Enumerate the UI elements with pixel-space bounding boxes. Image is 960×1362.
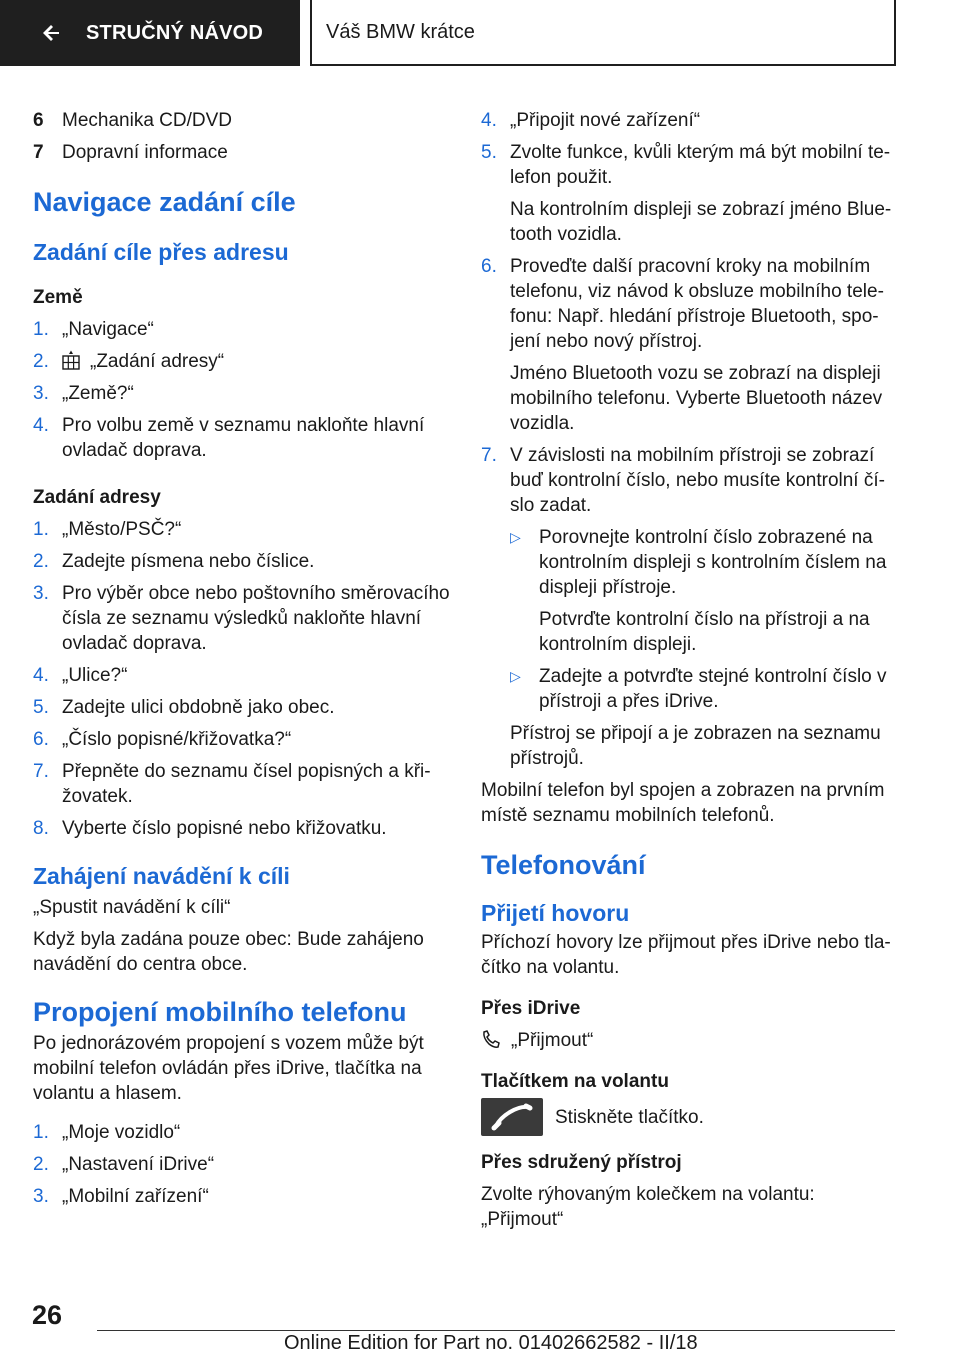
section-tab-label: STRUČNÝ NÁVOD — [86, 21, 264, 44]
step-item — [33, 759, 453, 809]
step-number: 8. — [33, 818, 49, 839]
step-item — [33, 816, 453, 841]
step-number: 5. — [33, 697, 49, 718]
step-item — [33, 663, 453, 688]
step-text: V závislosti na mobilním přístroji se zobrazí buď kontrolní číslo, nebo musíte kontrolní číslo zadat. — [510, 445, 885, 516]
section-title-navigation: Navigace zadání cíle — [33, 187, 296, 217]
step-item — [33, 727, 453, 752]
subsection-title-start-guidance: Zahájení navádění k cíli — [33, 863, 290, 889]
list-item — [33, 140, 453, 165]
steering-wheel-phone-button[interactable] — [481, 1098, 543, 1136]
subsection-title-accept-call: Přijetí hovoru — [481, 900, 630, 926]
step-number: 2. — [33, 351, 49, 372]
wheel-action-row — [481, 1098, 896, 1136]
step-number: 4. — [33, 665, 49, 686]
section-title-telephony: Telefonování — [481, 850, 646, 880]
footer-edition: Online Edition for Part no. 01402662582 - II/18 — [284, 1332, 698, 1354]
step-item — [33, 581, 453, 656]
bullet-item — [481, 525, 896, 600]
cluster-paragraph: Zvolte rýhovaným kolečkem na volantu: — [481, 1184, 815, 1205]
step-item — [33, 349, 453, 374]
step-item — [481, 140, 896, 190]
step-text: „Nastavení iDrive“ — [62, 1154, 215, 1175]
step-text: Proveďte další pracovní kroky na mobilním telefonu, viz návod k obsluze mobilního telefonu: Např. hledání přístroje Bluetooth, spojení nebo nový přístroj. — [510, 256, 884, 352]
accept-call-paragraph: Příchozí hovory lze přijmout přes iDrive nebo tlačítko na volantu. — [481, 932, 891, 978]
triangle-bullet-icon: ▷ — [510, 529, 521, 545]
item-text: Dopravní informace — [62, 142, 228, 163]
step-number: 4. — [481, 110, 497, 131]
bullet-text: Zadejte a potvrďte stejné kontrolní číslo v přístroji a přes iDrive. — [539, 666, 887, 712]
heading-via-wheel-button: Tlačítkem na volantu — [481, 1071, 669, 1092]
step-number: 3. — [33, 583, 49, 604]
step-note: Na kontrolním displeji se zobrazí jméno Bluetooth vozidla. — [510, 199, 892, 245]
step-number: 6. — [33, 729, 49, 750]
step-text: „Navigace“ — [62, 319, 154, 340]
step-number: 4. — [33, 415, 49, 436]
step-number: 1. — [33, 1122, 49, 1143]
cluster-action-text: „Přijmout“ — [481, 1209, 564, 1230]
step-text: Zadejte písmena nebo číslice. — [62, 551, 315, 572]
step-number: 3. — [33, 1186, 49, 1207]
step-text: Zadejte ulici obdobně jako obec. — [62, 697, 335, 718]
step-item — [33, 1184, 453, 1209]
step-item — [33, 517, 453, 542]
step-number: 1. — [33, 519, 49, 540]
phone-handset-icon — [490, 1102, 534, 1132]
right-column — [481, 108, 896, 1232]
step-number: 2. — [33, 551, 49, 572]
item-number: 7 — [33, 142, 44, 163]
step-text: „Moje vozidlo“ — [62, 1122, 181, 1143]
step-text: „Ulice?“ — [62, 665, 128, 686]
step-item — [33, 695, 453, 720]
step-text: Přepněte do seznamu čísel popisných a křižovatek. — [62, 761, 431, 807]
step-number: 5. — [481, 142, 497, 163]
navigation-grid-icon — [62, 350, 80, 370]
idrive-action-text: „Přijmout“ — [511, 1030, 594, 1051]
section-title-phone-pairing: Propojení mobilního telefonu — [33, 997, 407, 1027]
step-item — [33, 317, 453, 342]
phone-pairing-paragraph: Po jednorázovém propojení s vozem může být mobilní telefon ovládán přes iDrive, tlačítka na volantu a hlasem. — [33, 1033, 424, 1104]
chapter-tab-label: Váš BMW krátce — [326, 20, 475, 43]
paired-paragraph: Mobilní telefon byl spojen a zobrazen na prvním místě seznamu mobilních telefonů. — [481, 780, 885, 826]
subsection-title-address: Zadání cíle přes adresu — [33, 239, 289, 265]
page-number: 26 — [32, 1300, 63, 1330]
step-item — [33, 1120, 453, 1145]
step-text: „Zadání adresy“ — [90, 351, 225, 372]
bullet-item — [481, 664, 896, 714]
step-text: Zvolte funkce, kvůli kterým má být mobilní telefon použit. — [510, 142, 891, 188]
bullet-note: Potvrďte kontrolní číslo na přístroji a na kontrolním displeji. — [539, 609, 870, 655]
heading-via-idrive: Přes iDrive — [481, 998, 581, 1019]
footer-divider — [97, 1330, 895, 1331]
step-number: 7. — [481, 445, 497, 466]
heading-via-cluster: Přes sdružený přístroj — [481, 1152, 682, 1173]
item-text: Mechanika CD/DVD — [62, 110, 232, 131]
step-number: 7. — [33, 761, 49, 782]
list-item — [33, 108, 453, 133]
step-number: 2. — [33, 1154, 49, 1175]
start-guidance-line: „Spustit navádění k cíli“ — [33, 897, 231, 918]
heading-country: Země — [33, 287, 83, 308]
step-note: Jméno Bluetooth vozu se zobrazí na displeji mobilního telefonu. Vyberte Bluetooth název vozidla. — [510, 363, 883, 434]
start-guidance-paragraph: Když byla zadána pouze obec: Bude zahájeno navádění do centra obce. — [33, 929, 424, 975]
step-number: 1. — [33, 319, 49, 340]
item-number: 6 — [33, 110, 44, 131]
step-text: „Země?“ — [62, 383, 134, 404]
quick-guide-flag-icon — [40, 22, 62, 44]
step-item — [33, 1152, 453, 1177]
wheel-action-text: Stiskněte tlačítko. — [555, 1106, 704, 1128]
chapter-tab[interactable] — [310, 0, 896, 66]
step-text: „Město/PSČ?“ — [62, 519, 182, 540]
step-note: Přístroj se připojí a je zobrazen na seznamu přístrojů. — [510, 723, 881, 769]
step-number: 3. — [33, 383, 49, 404]
triangle-bullet-icon: ▷ — [510, 668, 521, 684]
step-item — [33, 381, 453, 406]
step-item — [33, 413, 453, 463]
step-item — [481, 254, 896, 354]
step-text: „Číslo popisné/křižovatka?“ — [62, 729, 292, 750]
step-item — [481, 443, 896, 518]
bullet-text: Porovnejte kontrolní číslo zobrazené na kontrolním displeji s kontrolním číslem na displeji přístroje. — [539, 527, 887, 598]
heading-address-entry: Zadání adresy — [33, 487, 161, 508]
left-column — [33, 108, 453, 1216]
step-item — [481, 108, 896, 133]
section-tab[interactable] — [0, 0, 300, 66]
step-item — [33, 549, 453, 574]
phone-handset-icon — [481, 1029, 501, 1049]
step-text: Vyberte číslo popisné nebo křižovatku. — [62, 818, 387, 839]
step-text: „Mobilní zařízení“ — [62, 1186, 209, 1207]
step-text: „Připojit nové zařízení“ — [510, 110, 701, 131]
idrive-action-row — [481, 1028, 896, 1053]
step-text: Pro volbu země v seznamu nakloňte hlavní ovladač doprava. — [62, 415, 425, 461]
step-number: 6. — [481, 256, 497, 277]
step-text: Pro výběr obce nebo poštovního směrovacího čísla ze seznamu výsledků nakloňte hlavní ovladač doprava. — [62, 583, 450, 654]
